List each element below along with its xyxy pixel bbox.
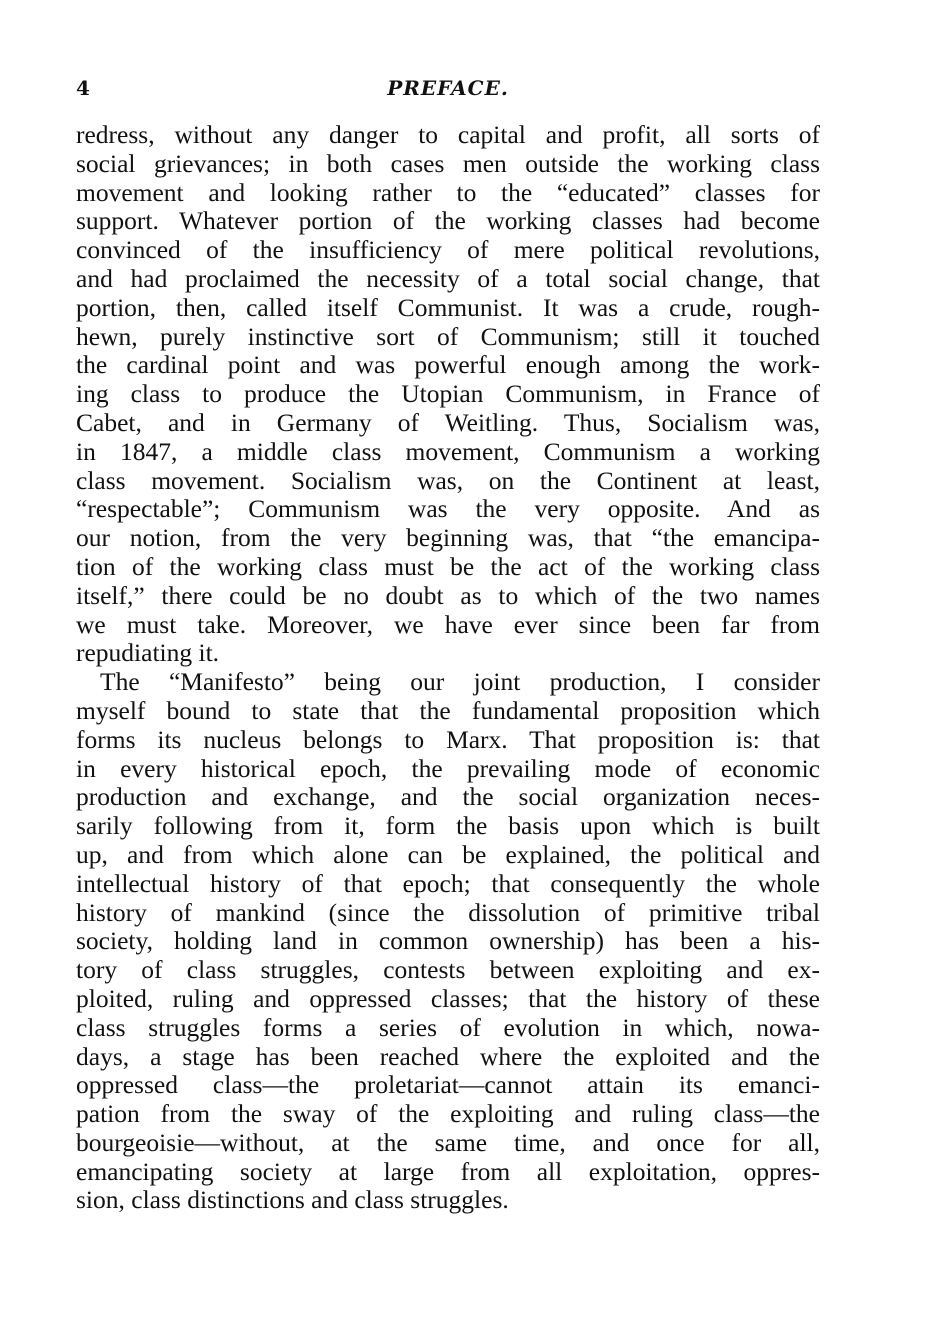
text-line: portion, then, called itself Communist. It was a crude, rough- bbox=[76, 293, 820, 322]
text-line: redress, without any danger to capital and profit, all sorts of bbox=[76, 121, 820, 149]
paragraph-1 bbox=[76, 121, 820, 668]
text-line: intellectual history of that epoch; that consequently the whole bbox=[76, 869, 820, 898]
text-line: the cardinal point and was powerful enough among the work- bbox=[76, 351, 820, 380]
text-line: itself,” there could be no doubt as to which of the two names bbox=[76, 581, 820, 610]
text-line: social grievances; in both cases men outside the working class bbox=[76, 149, 820, 178]
text-line: myself bound to state that the fundamental proposition which bbox=[76, 696, 820, 725]
text-line: in every historical epoch, the prevailing mode of economic bbox=[76, 754, 820, 783]
text-line: “respectable”; Communism was the very opposite. And as bbox=[76, 495, 820, 524]
text-line: convinced of the insufficiency of mere political revolutions, bbox=[76, 236, 820, 265]
text-line: in 1847, a middle class movement, Communism a working bbox=[76, 437, 820, 466]
paragraph-2 bbox=[76, 668, 820, 1215]
text-line: support. Whatever portion of the working classes had become bbox=[76, 207, 820, 236]
text-line: pation from the sway of the exploiting and ruling class—the bbox=[76, 1100, 820, 1129]
text-line: history of mankind (since the dissolution of primitive tribal bbox=[76, 898, 820, 927]
text-line: oppressed class—the proletariat—cannot attain its emanci- bbox=[76, 1071, 820, 1100]
text-line: tory of class struggles, contests between exploiting and ex- bbox=[76, 956, 820, 985]
text-line: tion of the working class must be the act of the working class bbox=[76, 552, 820, 581]
text-line: class movement. Socialism was, on the Continent at least, bbox=[76, 466, 820, 495]
text-line: days, a stage has been reached where the exploited and the bbox=[76, 1042, 820, 1071]
text-line: hewn, purely instinctive sort of Communism; still it touched bbox=[76, 322, 820, 351]
text-line: repudiating it. bbox=[76, 639, 220, 668]
text-line: bourgeoisie—without, at the same time, and once for all, bbox=[76, 1128, 820, 1157]
text-line: emancipating society at large from all exploitation, oppres- bbox=[76, 1157, 820, 1186]
text-line: our notion, from the very beginning was, that “the emancipa- bbox=[76, 524, 820, 553]
running-head: PREFACE. bbox=[387, 76, 509, 100]
text-line: movement and looking rather to the “educated” classes for bbox=[76, 178, 820, 207]
text-line: The “Manifesto” being our joint production, I consider bbox=[100, 668, 820, 697]
text-line: we must take. Moreover, we have ever since been far from bbox=[76, 610, 820, 639]
text-line: sion, class distinctions and class struggles. bbox=[76, 1186, 509, 1215]
body-text bbox=[76, 121, 820, 1215]
text-line: class struggles forms a series of evolution in which, nowa- bbox=[76, 1013, 820, 1042]
text-line: production and exchange, and the social organization neces- bbox=[76, 783, 820, 812]
text-line: Cabet, and in Germany of Weitling. Thus, Socialism was, bbox=[76, 408, 820, 437]
text-line: society, holding land in common ownership) has been a his- bbox=[76, 927, 820, 956]
text-line: forms its nucleus belongs to Marx. That proposition is: that bbox=[76, 725, 820, 754]
page-number: 4 bbox=[76, 76, 90, 100]
text-line: ing class to produce the Utopian Communism, in France of bbox=[76, 380, 820, 409]
text-line: up, and from which alone can be explained, the political and bbox=[76, 840, 820, 869]
page-header bbox=[76, 74, 820, 104]
text-line: sarily following from it, form the basis upon which is built bbox=[76, 812, 820, 841]
text-line: ploited, ruling and oppressed classes; that the history of these bbox=[76, 984, 820, 1013]
text-line: and had proclaimed the necessity of a total social change, that bbox=[76, 264, 820, 293]
